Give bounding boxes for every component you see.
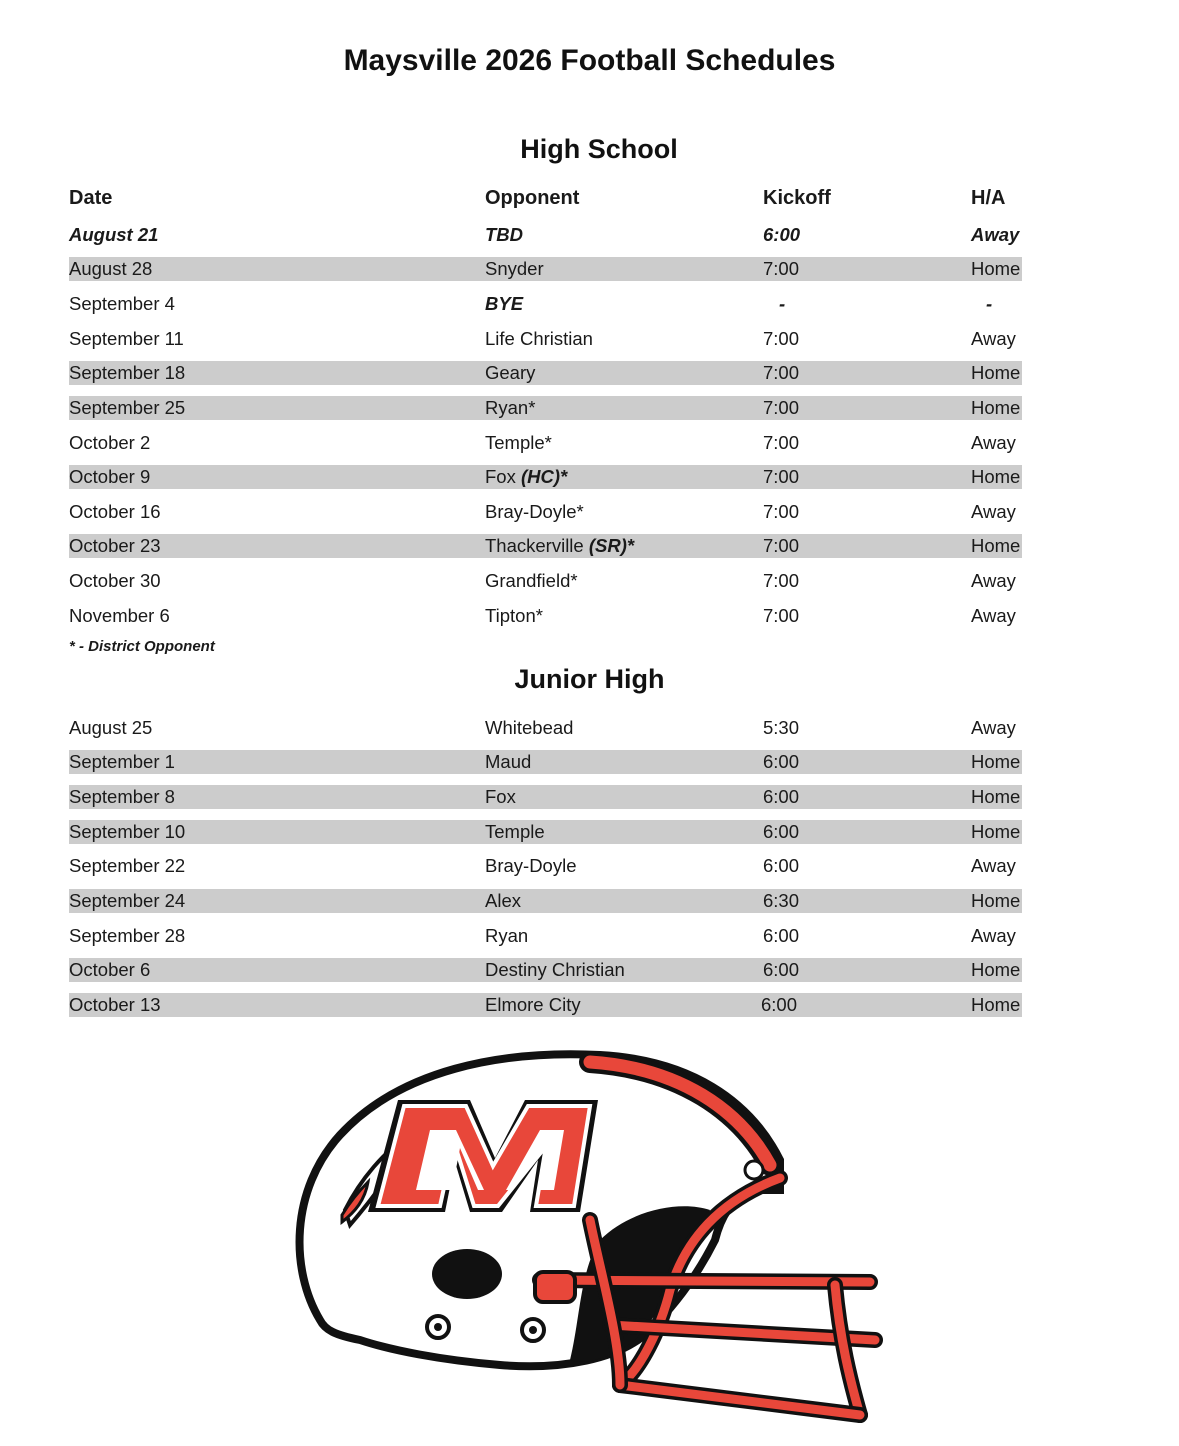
junior-high-row	[69, 993, 1022, 1017]
high-school-row	[69, 604, 1022, 628]
game-opponent: Grandfield*	[485, 570, 578, 591]
game-home-away: Away	[971, 855, 1016, 876]
game-opponent: BYE	[485, 293, 524, 314]
date-column-header: Date	[69, 187, 113, 209]
game-opponent: Life Christian	[485, 328, 593, 349]
home-away-column-header: H/A	[971, 187, 1006, 209]
game-kickoff: 6:00	[763, 751, 800, 772]
game-date: October 30	[69, 570, 161, 591]
game-kickoff: 7:00	[763, 535, 800, 556]
football-helmet-icon	[280, 1040, 890, 1435]
game-home-away: Home	[971, 466, 1021, 487]
junior-high-row	[69, 889, 1022, 913]
high-school-row	[69, 257, 1022, 281]
game-opponent: Whitebead	[485, 717, 574, 738]
game-home-away: Home	[971, 890, 1021, 911]
game-date: September 10	[69, 821, 186, 842]
game-opponent: Tipton*	[485, 605, 543, 626]
game-home-away: -	[986, 293, 993, 314]
game-kickoff: 6:00	[763, 855, 800, 876]
game-home-away: Away	[971, 605, 1016, 626]
high-school-row	[69, 569, 1022, 593]
game-kickoff: 5:30	[763, 717, 800, 738]
page-title: Maysville 2026 Football Schedules	[343, 44, 836, 77]
game-home-away: Away	[971, 328, 1016, 349]
opponent-column-header: Opponent	[485, 187, 580, 209]
game-kickoff: 6:00	[763, 821, 800, 842]
junior-high-row	[69, 854, 1022, 878]
game-opponent: Temple	[485, 821, 545, 842]
junior-high-row	[69, 785, 1022, 809]
game-opponent: Elmore City	[485, 994, 581, 1015]
game-opponent	[485, 534, 634, 558]
game-kickoff: 7:00	[763, 328, 800, 349]
game-opponent: Temple*	[485, 432, 552, 453]
game-date: September 28	[69, 925, 186, 946]
game-opponent: Geary	[485, 362, 536, 383]
high-school-row	[69, 223, 1022, 247]
game-kickoff: 7:00	[763, 258, 800, 279]
junior-high-row	[69, 750, 1022, 774]
opponent-name: Fox	[485, 466, 521, 487]
high-school-row	[69, 534, 1022, 558]
game-date: September 22	[69, 855, 186, 876]
high-school-header-row	[69, 186, 1022, 210]
game-kickoff: 7:00	[763, 397, 800, 418]
game-opponent: Ryan	[485, 925, 529, 946]
junior-high-row	[69, 820, 1022, 844]
game-date: October 9	[69, 466, 151, 487]
game-date: August 28	[69, 258, 153, 279]
game-home-away: Home	[971, 535, 1021, 556]
game-kickoff: 7:00	[763, 501, 800, 522]
game-kickoff: 7:00	[763, 605, 800, 626]
game-date: September 18	[69, 362, 186, 383]
high-school-row	[69, 396, 1022, 420]
game-date: August 25	[69, 717, 153, 738]
game-date: August 21	[69, 224, 159, 245]
high-school-row	[69, 500, 1022, 524]
high-school-row	[69, 431, 1022, 455]
opponent-name: Thackerville	[485, 535, 589, 556]
junior-high-row	[69, 716, 1022, 740]
game-kickoff: 6:00	[763, 925, 800, 946]
game-opponent: Fox	[485, 786, 516, 807]
game-date: November 6	[69, 605, 170, 626]
game-kickoff: 6:00	[761, 994, 798, 1015]
high-school-row	[69, 465, 1022, 489]
game-kickoff: 6:30	[763, 890, 800, 911]
game-date: October 13	[69, 994, 161, 1015]
homecoming-note: (HC)*	[520, 466, 568, 487]
game-opponent: Ryan*	[485, 397, 536, 418]
game-kickoff: 6:00	[763, 786, 800, 807]
game-date: October 2	[69, 432, 151, 453]
game-home-away: Home	[971, 362, 1021, 383]
game-home-away: Home	[971, 786, 1021, 807]
game-opponent: Alex	[485, 890, 521, 911]
high-school-heading: High School	[520, 134, 678, 164]
junior-high-row	[69, 924, 1022, 948]
game-kickoff: 7:00	[763, 362, 800, 383]
game-opponent: Destiny Christian	[485, 959, 625, 980]
game-kickoff: 7:00	[763, 432, 800, 453]
game-home-away: Home	[971, 821, 1021, 842]
district-footnote: * - District Opponent	[69, 638, 215, 655]
game-kickoff: 6:00	[763, 959, 800, 980]
game-home-away: Away	[971, 432, 1016, 453]
game-kickoff: 7:00	[763, 570, 800, 591]
game-opponent: TBD	[485, 224, 524, 245]
game-date: September 8	[69, 786, 175, 807]
game-opponent: Bray-Doyle	[485, 855, 577, 876]
high-school-row	[69, 292, 1022, 316]
senior-night-note: (SR)*	[588, 535, 635, 556]
game-date: September 25	[69, 397, 186, 418]
game-opponent	[485, 465, 567, 489]
game-home-away: Home	[971, 959, 1021, 980]
game-home-away: Away	[971, 224, 1020, 245]
game-home-away: Home	[971, 994, 1021, 1015]
game-home-away: Away	[971, 925, 1016, 946]
game-home-away: Away	[971, 501, 1016, 522]
game-home-away: Away	[971, 570, 1016, 591]
junior-high-heading: Junior High	[514, 664, 665, 694]
game-home-away: Away	[971, 717, 1016, 738]
game-opponent: Bray-Doyle*	[485, 501, 584, 522]
game-date: October 16	[69, 501, 161, 522]
game-date: September 11	[69, 328, 184, 349]
high-school-row	[69, 327, 1022, 351]
game-date: October 23	[69, 535, 161, 556]
game-kickoff: 6:00	[763, 224, 801, 245]
game-date: September 4	[69, 293, 175, 314]
junior-high-row	[69, 958, 1022, 982]
game-home-away: Home	[971, 397, 1021, 418]
game-kickoff: -	[779, 293, 786, 314]
game-opponent: Maud	[485, 751, 532, 772]
game-opponent: Snyder	[485, 258, 544, 279]
high-school-row	[69, 361, 1022, 385]
game-home-away: Home	[971, 751, 1021, 772]
game-date: September 24	[69, 890, 186, 911]
game-date: September 1	[69, 751, 175, 772]
kickoff-column-header: Kickoff	[763, 187, 831, 209]
game-kickoff: 7:00	[763, 466, 800, 487]
game-date: October 6	[69, 959, 151, 980]
game-home-away: Home	[971, 258, 1021, 279]
